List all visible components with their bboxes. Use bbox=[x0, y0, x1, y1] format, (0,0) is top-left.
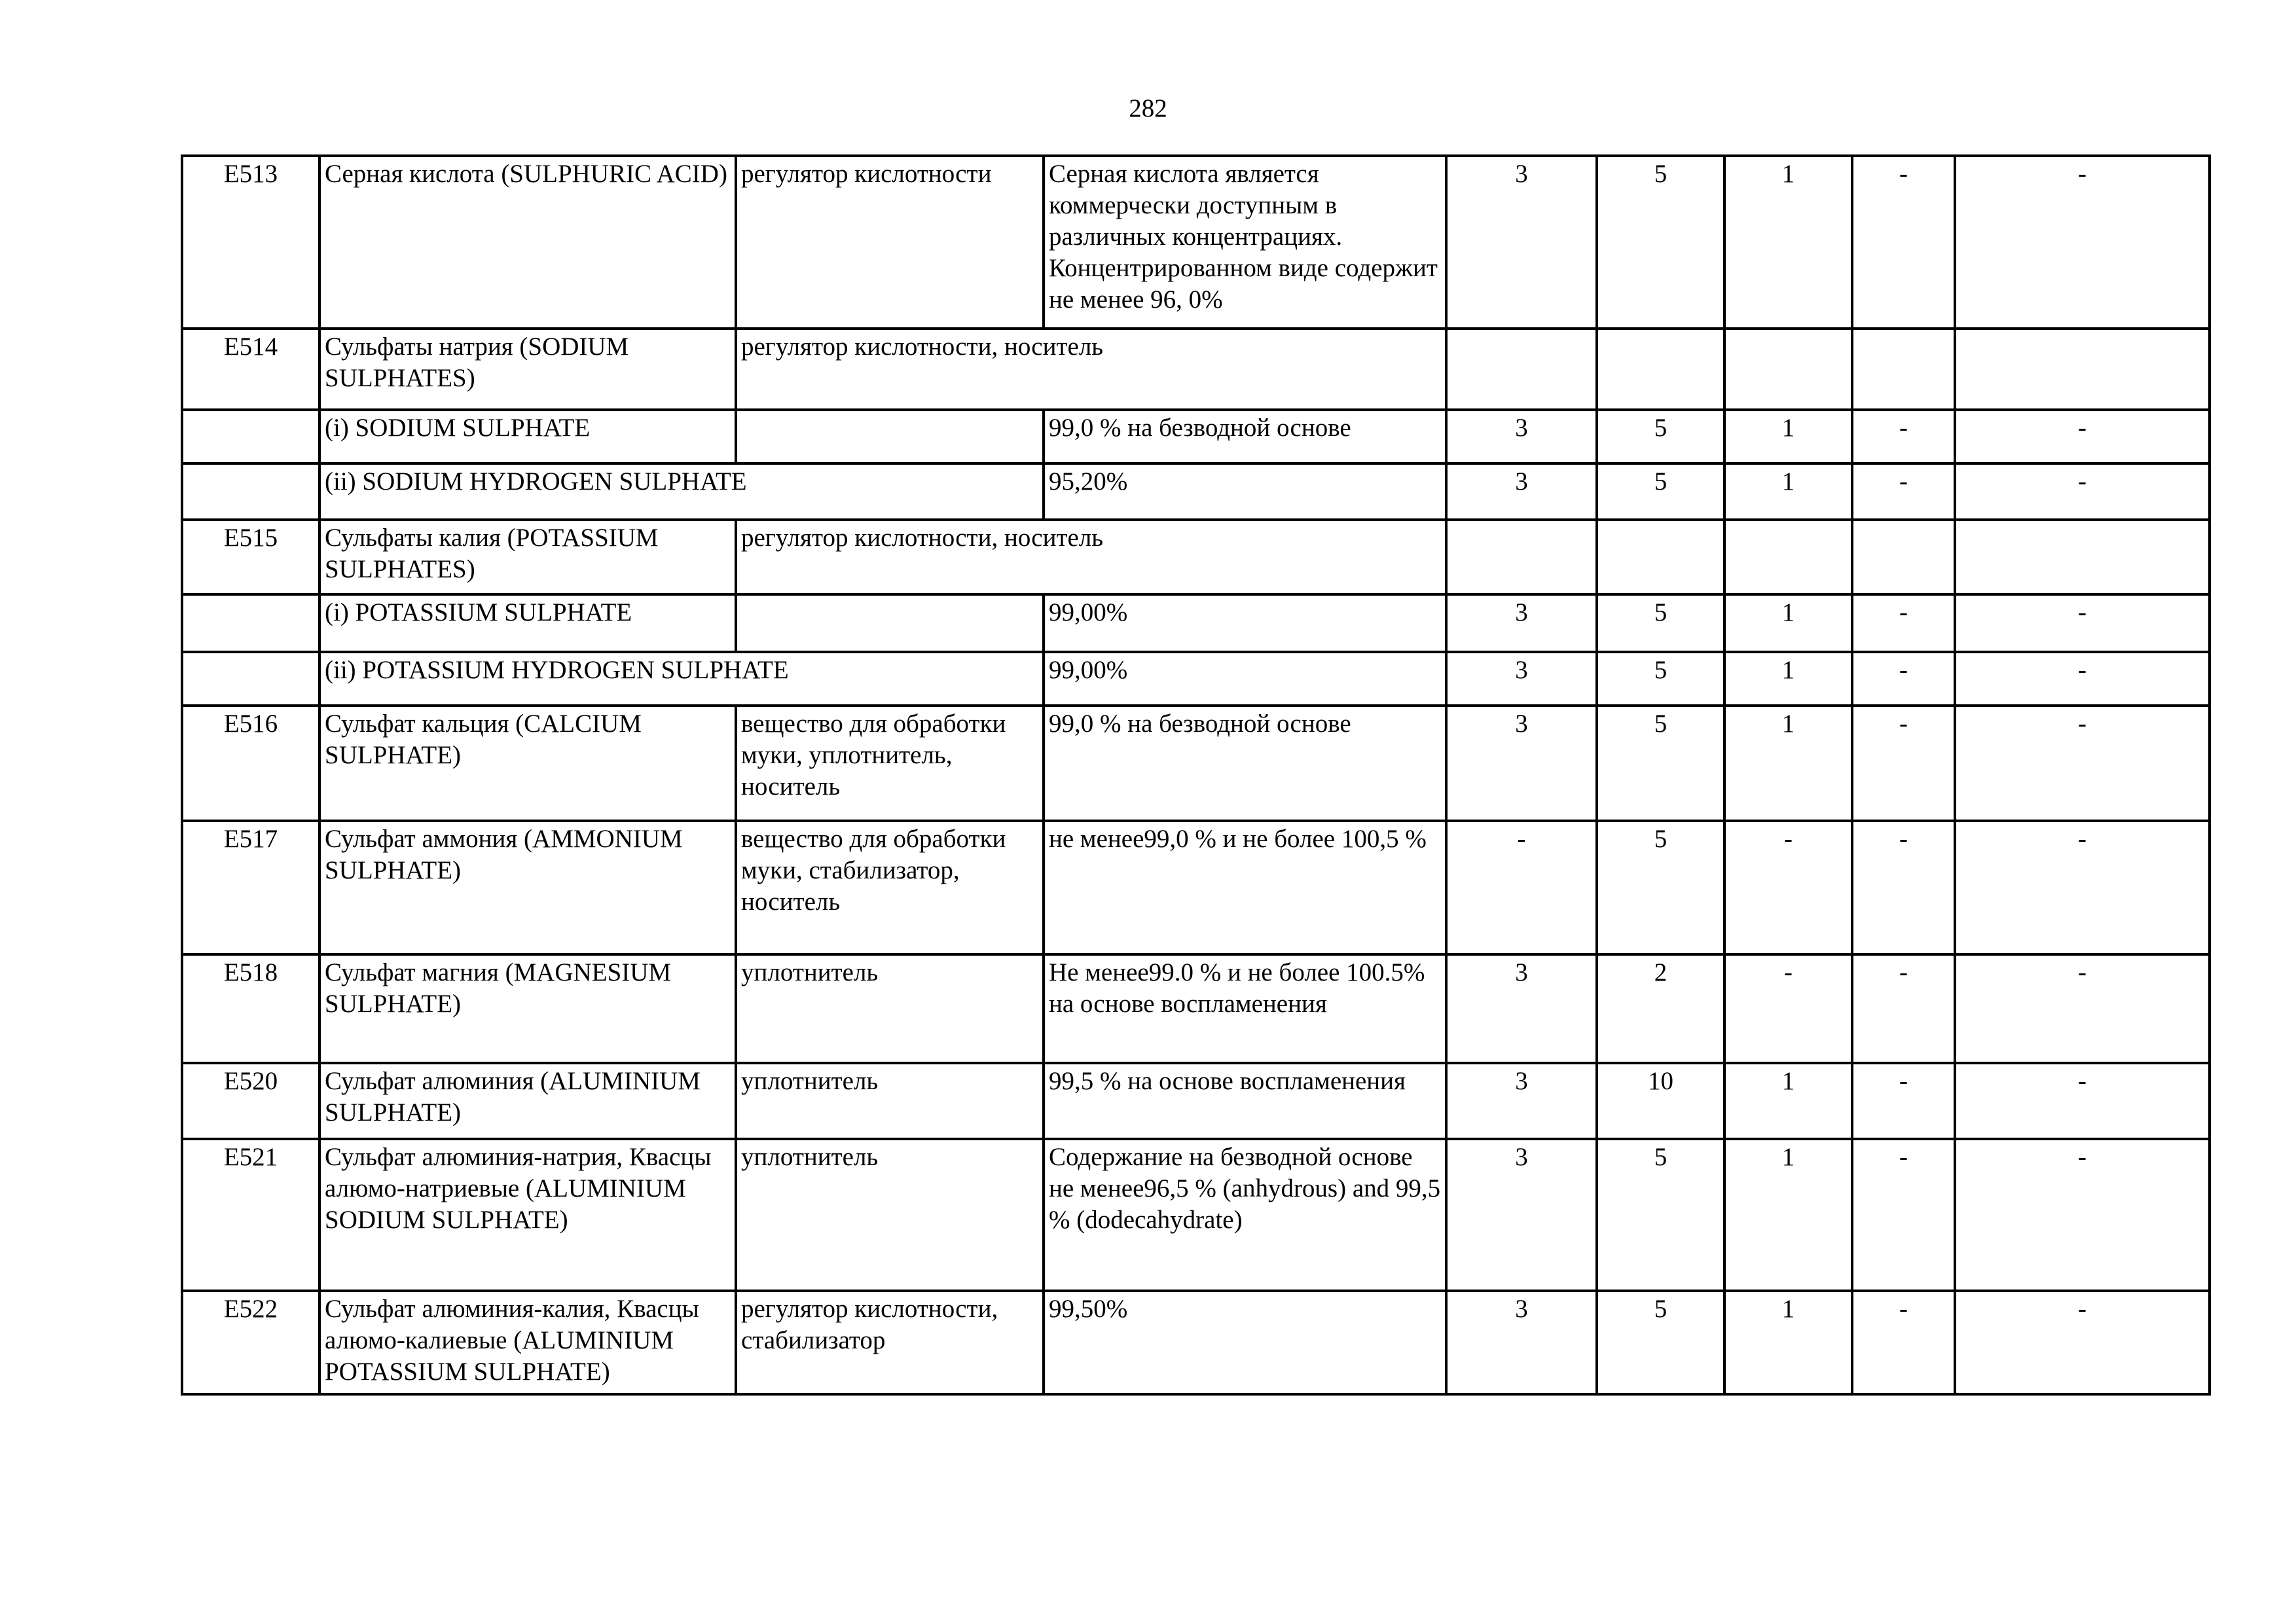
value-cell: 5 bbox=[1597, 1291, 1724, 1394]
value-cell: - bbox=[1852, 1063, 1955, 1139]
name-cell: Сульфат магния (MAGNESIUM SULPHATE) bbox=[319, 954, 736, 1063]
spec-cell: 95,20% bbox=[1044, 463, 1446, 520]
value-cell: - bbox=[1852, 1139, 1955, 1291]
table-row bbox=[182, 821, 2210, 954]
code-cell: E516 bbox=[182, 706, 319, 821]
value-cell: - bbox=[1446, 821, 1597, 954]
value-cell: 1 bbox=[1724, 463, 1852, 520]
name-cell: Сульфат алюминия-калия, Квасцы алюмо-калиевые (ALUMINIUM POTASSIUM SULPHATE) bbox=[319, 1291, 736, 1394]
function-cell: уплотнитель bbox=[736, 1063, 1044, 1139]
name-cell: Сульфат аммония (AMMONIUM SULPHATE) bbox=[319, 821, 736, 954]
code-cell: E517 bbox=[182, 821, 319, 954]
spec-cell: не менее99,0 % и не более 100,5 % bbox=[1044, 821, 1446, 954]
name-cell: Серная кислота (SULPHURIC ACID) bbox=[319, 156, 736, 329]
table-row bbox=[182, 463, 2210, 520]
value-cell: 1 bbox=[1724, 594, 1852, 652]
function-cell bbox=[736, 594, 1044, 652]
value-cell: - bbox=[1955, 821, 2210, 954]
value-cell: - bbox=[1852, 652, 1955, 706]
empty-cell bbox=[1597, 329, 1724, 410]
function-cell: регулятор кислотности bbox=[736, 156, 1044, 329]
value-cell: 1 bbox=[1724, 1291, 1852, 1394]
value-cell: - bbox=[1724, 954, 1852, 1063]
value-cell: 5 bbox=[1597, 706, 1724, 821]
value-cell: - bbox=[1955, 706, 2210, 821]
function-cell: уплотнитель bbox=[736, 1139, 1044, 1291]
table-row bbox=[182, 1063, 2210, 1139]
value-cell: 3 bbox=[1446, 706, 1597, 821]
value-cell: - bbox=[1955, 156, 2210, 329]
value-cell: 5 bbox=[1597, 652, 1724, 706]
code-cell: E514 bbox=[182, 329, 319, 410]
spec-cell: Серная кислота является коммерчески доступным в различных концентрациях. Концентрированном виде содержит не менее 96, 0% bbox=[1044, 156, 1446, 329]
value-cell: 5 bbox=[1597, 410, 1724, 463]
value-cell: 10 bbox=[1597, 1063, 1724, 1139]
spec-cell: 99,5 % на основе воспламенения bbox=[1044, 1063, 1446, 1139]
value-cell: - bbox=[1852, 594, 1955, 652]
table-row bbox=[182, 594, 2210, 652]
empty-cell bbox=[1597, 520, 1724, 594]
table-row bbox=[182, 520, 2210, 594]
value-cell: - bbox=[1724, 821, 1852, 954]
code-cell: E521 bbox=[182, 1139, 319, 1291]
value-cell: 3 bbox=[1446, 1139, 1597, 1291]
empty-cell bbox=[182, 594, 319, 652]
empty-cell bbox=[1724, 329, 1852, 410]
table-row bbox=[182, 410, 2210, 463]
code-cell: E522 bbox=[182, 1291, 319, 1394]
empty-cell bbox=[1852, 329, 1955, 410]
value-cell: 5 bbox=[1597, 463, 1724, 520]
function-cell: регулятор кислотности, стабилизатор bbox=[736, 1291, 1044, 1394]
value-cell: 1 bbox=[1724, 410, 1852, 463]
code-cell: E518 bbox=[182, 954, 319, 1063]
table-row bbox=[182, 706, 2210, 821]
code-cell: E520 bbox=[182, 1063, 319, 1139]
value-cell: 5 bbox=[1597, 594, 1724, 652]
value-cell: - bbox=[1852, 1291, 1955, 1394]
value-cell: 1 bbox=[1724, 156, 1852, 329]
spec-cell: 99,50% bbox=[1044, 1291, 1446, 1394]
empty-cell bbox=[1955, 329, 2210, 410]
name-cell: (ii) SODIUM HYDROGEN SULPHATE bbox=[319, 463, 1044, 520]
value-cell: - bbox=[1955, 594, 2210, 652]
value-cell: - bbox=[1955, 410, 2210, 463]
value-cell: - bbox=[1852, 706, 1955, 821]
table-row bbox=[182, 1139, 2210, 1291]
value-cell: 5 bbox=[1597, 821, 1724, 954]
function-cell: вещество для обработки муки, уплотнитель, носитель bbox=[736, 706, 1044, 821]
spec-cell: 99,0 % на безводной основе bbox=[1044, 706, 1446, 821]
function-cell: вещество для обработки муки, стабилизатор, носитель bbox=[736, 821, 1044, 954]
page-number: 282 bbox=[1129, 94, 1167, 122]
value-cell: 3 bbox=[1446, 954, 1597, 1063]
name-cell: (ii) POTASSIUM HYDROGEN SULPHATE bbox=[319, 652, 1044, 706]
value-cell: 3 bbox=[1446, 594, 1597, 652]
table-row bbox=[182, 954, 2210, 1063]
name-cell: Сульфаты калия (POTASSIUM SULPHATES) bbox=[319, 520, 736, 594]
value-cell: - bbox=[1852, 954, 1955, 1063]
code-cell: E513 bbox=[182, 156, 319, 329]
function-cell: уплотнитель bbox=[736, 954, 1044, 1063]
empty-cell bbox=[1446, 520, 1597, 594]
function-cell: регулятор кислотности, носитель bbox=[736, 520, 1446, 594]
value-cell: 3 bbox=[1446, 1063, 1597, 1139]
table-row bbox=[182, 329, 2210, 410]
value-cell: - bbox=[1852, 463, 1955, 520]
value-cell: 1 bbox=[1724, 652, 1852, 706]
value-cell: 3 bbox=[1446, 463, 1597, 520]
spec-cell: Содержание на безводной основе не менее96,5 % (anhydrous) and 99,5 % (dodecahydrate) bbox=[1044, 1139, 1446, 1291]
table-row bbox=[182, 1291, 2210, 1394]
value-cell: - bbox=[1955, 652, 2210, 706]
empty-cell bbox=[182, 463, 319, 520]
value-cell: 1 bbox=[1724, 1063, 1852, 1139]
name-cell: (i) POTASSIUM SULPHATE bbox=[319, 594, 736, 652]
empty-cell bbox=[1852, 520, 1955, 594]
value-cell: 1 bbox=[1724, 706, 1852, 821]
value-cell: - bbox=[1955, 954, 2210, 1063]
function-cell: регулятор кислотности, носитель bbox=[736, 329, 1446, 410]
value-cell: 3 bbox=[1446, 410, 1597, 463]
table-row bbox=[182, 652, 2210, 706]
empty-cell bbox=[182, 652, 319, 706]
value-cell: 3 bbox=[1446, 156, 1597, 329]
name-cell: Сульфаты натрия (SODIUM SULPHATES) bbox=[319, 329, 736, 410]
empty-cell bbox=[1955, 520, 2210, 594]
value-cell: - bbox=[1852, 410, 1955, 463]
value-cell: 5 bbox=[1597, 156, 1724, 329]
value-cell: - bbox=[1955, 1139, 2210, 1291]
value-cell: - bbox=[1955, 1063, 2210, 1139]
empty-cell bbox=[1446, 329, 1597, 410]
additives-table bbox=[181, 154, 2211, 1396]
value-cell: 2 bbox=[1597, 954, 1724, 1063]
value-cell: - bbox=[1955, 463, 2210, 520]
value-cell: 1 bbox=[1724, 1139, 1852, 1291]
table-row bbox=[182, 156, 2210, 329]
value-cell: - bbox=[1955, 1291, 2210, 1394]
spec-cell: 99,00% bbox=[1044, 652, 1446, 706]
value-cell: 5 bbox=[1597, 1139, 1724, 1291]
empty-cell bbox=[1724, 520, 1852, 594]
name-cell: Сульфат алюминия-натрия, Квасцы алюмо-натриевые (ALUMINIUM SODIUM SULPHATE) bbox=[319, 1139, 736, 1291]
name-cell: Сульфат алюминия (ALUMINIUM SULPHATE) bbox=[319, 1063, 736, 1139]
name-cell: (i) SODIUM SULPHATE bbox=[319, 410, 736, 463]
value-cell: - bbox=[1852, 821, 1955, 954]
code-cell: E515 bbox=[182, 520, 319, 594]
spec-cell: 99,00% bbox=[1044, 594, 1446, 652]
value-cell: - bbox=[1852, 156, 1955, 329]
value-cell: 3 bbox=[1446, 652, 1597, 706]
spec-cell: Не менее99.0 % и не более 100.5% на основе воспламенения bbox=[1044, 954, 1446, 1063]
spec-cell: 99,0 % на безводной основе bbox=[1044, 410, 1446, 463]
name-cell: Сульфат кальция (CALCIUM SULPHATE) bbox=[319, 706, 736, 821]
function-cell bbox=[736, 410, 1044, 463]
empty-cell bbox=[182, 410, 319, 463]
value-cell: 3 bbox=[1446, 1291, 1597, 1394]
